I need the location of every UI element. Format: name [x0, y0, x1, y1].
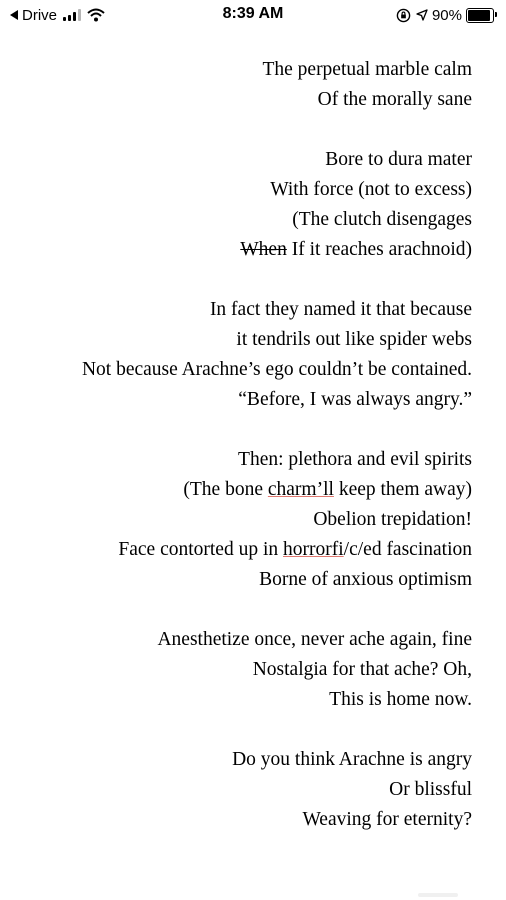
status-bar — [0, 0, 506, 30]
stanza-3 — [82, 295, 472, 415]
spellcheck-flagged-word[interactable]: charm’ll — [267, 479, 334, 500]
poem-line: Borne of anxious optimism — [259, 569, 472, 590]
poem-line — [82, 475, 472, 505]
battery-icon — [466, 8, 494, 23]
poem-line: In fact they named it that because — [209, 299, 472, 320]
battery-level — [468, 10, 490, 21]
stanza-1 — [82, 55, 472, 115]
status-right — [396, 5, 494, 25]
poem-line: Not because Arachne’s ego couldn’t be contained. — [81, 359, 472, 380]
poem-line: Or blissful — [389, 779, 472, 800]
poem-line-edited — [82, 235, 472, 265]
poem-line: (The clutch disengages — [292, 209, 472, 230]
poem-line: Bore to dura mater — [325, 149, 472, 170]
stanza-6 — [82, 745, 472, 835]
poem-line: With force (not to excess) — [270, 179, 472, 200]
line-end: /c/ed fascination — [343, 539, 472, 560]
status-time: 8:39 AM — [222, 5, 284, 22]
poem-line: Of the morally sane — [317, 89, 472, 110]
poem-line: “Before, I was always angry.” — [238, 389, 472, 410]
poem-line: The perpetual marble calm — [262, 59, 472, 80]
poem-text — [82, 55, 472, 865]
poem-line: Do you think Arachne is angry — [232, 749, 472, 770]
back-app-label: Drive — [22, 6, 58, 24]
poem-line: Nostalgia for that ache? Oh, — [252, 659, 472, 680]
line-remainder: If it reaches arachnoid) — [286, 239, 472, 260]
poem-line: Anesthetize once, never ache again, fine — [157, 629, 472, 650]
battery-percentage: 90% — [431, 6, 462, 24]
poem-line: Obelion trepidation! — [313, 509, 472, 530]
line-end: keep them away) — [333, 479, 472, 500]
poem-line: This is home now. — [329, 689, 472, 710]
stanza-2 — [82, 145, 472, 265]
location-arrow-icon — [416, 9, 428, 21]
poem-line: Then: plethora and evil spirits — [238, 449, 472, 470]
stanza-5 — [82, 625, 472, 715]
home-indicator[interactable] — [418, 893, 458, 897]
orientation-lock-icon — [396, 8, 411, 23]
struck-word: When — [240, 239, 287, 260]
poem-line — [82, 535, 472, 565]
poem-line: Weaving for eternity? — [302, 809, 472, 830]
line-start: (The bone — [183, 479, 268, 500]
poem-line: it tendrils out like spider webs — [236, 329, 472, 350]
line-start: Face contorted up in — [118, 539, 284, 560]
spellcheck-flagged-word[interactable]: horrorfi — [283, 539, 344, 560]
stanza-4 — [82, 445, 472, 595]
